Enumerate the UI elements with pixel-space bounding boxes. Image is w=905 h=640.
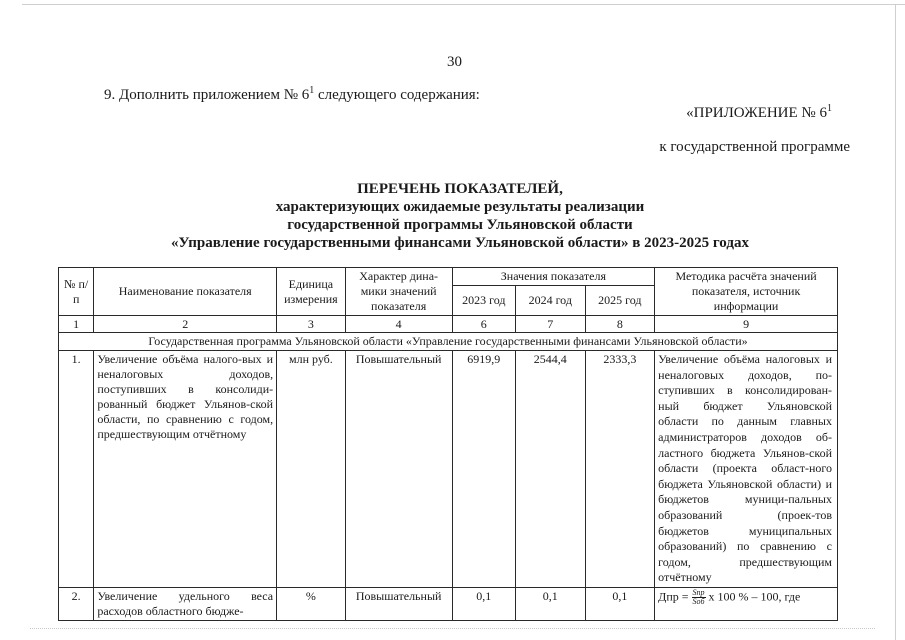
row-2025: 2333,3 [585,351,655,588]
scan-artifact-line [30,628,875,630]
header-2024: 2024 год [515,286,585,316]
row-2025: 0,1 [585,587,655,620]
formula-suffix: x 100 % – 100, где [705,589,801,604]
col-number: 8 [585,316,655,333]
page-edge-right [895,4,896,640]
table-row [59,351,838,588]
col-number: 1 [59,316,94,333]
header-row-1 [59,268,838,286]
col-number: 2 [94,316,277,333]
page-edge-top [22,4,905,5]
row-num: 1. [59,351,94,588]
row-method: Увеличение объёма налоговых и неналоговых доходов, по-ступивших в консолидирован-ный бюджет Ульяновской области по данным главных администраторов доходов об-ластного бюджета Ульянов-ской области (проекта област-ного бюджета Ульяновской области) и бюджетов муници-пальных образований (проек-тов бюджетов муниципальных образований) по сравнению с годом, предшествующим отчётному [655,351,838,588]
formula-denominator: Sоб [692,596,705,606]
program-title: Государственная программа Ульяновской области «Управление государственными финансами Ульяновской области» [59,333,838,351]
col-number: 7 [515,316,585,333]
intro-paragraph [104,85,480,104]
row-2023: 0,1 [452,587,515,620]
intro-text: 9. Дополнить приложением № 6 [104,87,310,103]
header-unit: Единица измерения [277,268,346,316]
appendix-label [686,103,832,122]
row-2023: 6919,9 [452,351,515,588]
appendix-subtitle: к государственной программе [659,139,850,155]
formula-prefix: Дпр = [658,589,692,604]
formula-fraction [692,589,706,606]
header-values-group: Значения показателя [452,268,655,286]
row-unit: % [277,587,346,620]
intro-superscript: 1 [309,85,315,96]
title-line-1: ПЕРЕЧЕНЬ ПОКАЗАТЕЛЕЙ, [357,181,563,197]
col-number: 3 [277,316,346,333]
col-number: 9 [655,316,838,333]
row-dynamics: Повышательный [345,587,452,620]
title-line-2: характеризующих ожидаемые результаты реализации [275,199,645,215]
table-row [59,587,838,620]
appendix-superscript: 1 [827,103,832,114]
row-dynamics: Повышательный [345,351,452,588]
title-line-4: «Управление государственными финансами Ульяновской области» в 2023-2025 годах [171,235,749,251]
program-row [59,333,838,351]
header-dynamics: Характер дина-мики значений показателя [345,268,452,316]
header-num: № п/п [59,268,94,316]
formula-numerator: Sпр [692,587,705,597]
row-method-formula [655,587,838,620]
row-2024: 2544,4 [515,351,585,588]
header-2023: 2023 год [452,286,515,316]
row-num: 2. [59,587,94,620]
header-method: Методика расчёта значений показателя, источник информации [655,268,838,316]
appendix-label-text: «ПРИЛОЖЕНИЕ № 6 [686,105,827,121]
title-line-3: государственной программы Ульяновской области [287,217,633,233]
row-name: Увеличение удельного веса расходов областного бюдже- [94,587,277,620]
row-2024: 0,1 [515,587,585,620]
header-name: Наименование показателя [94,268,277,316]
row-name: Увеличение объёма налого-вых и неналоговых доходов, поступивших в консолиди-рованный бюджет Ульянов-ской области, по сравнению с годом, предшествующим отчётному [94,351,277,588]
column-numbers-row [59,316,838,333]
row-unit: млн руб. [277,351,346,588]
header-2025: 2025 год [585,286,655,316]
indicators-table [58,267,838,621]
document-title [150,180,770,252]
col-number: 6 [452,316,515,333]
col-number: 4 [345,316,452,333]
page-number: 30 [447,54,462,70]
intro-tail: следующего содержания: [314,87,480,103]
